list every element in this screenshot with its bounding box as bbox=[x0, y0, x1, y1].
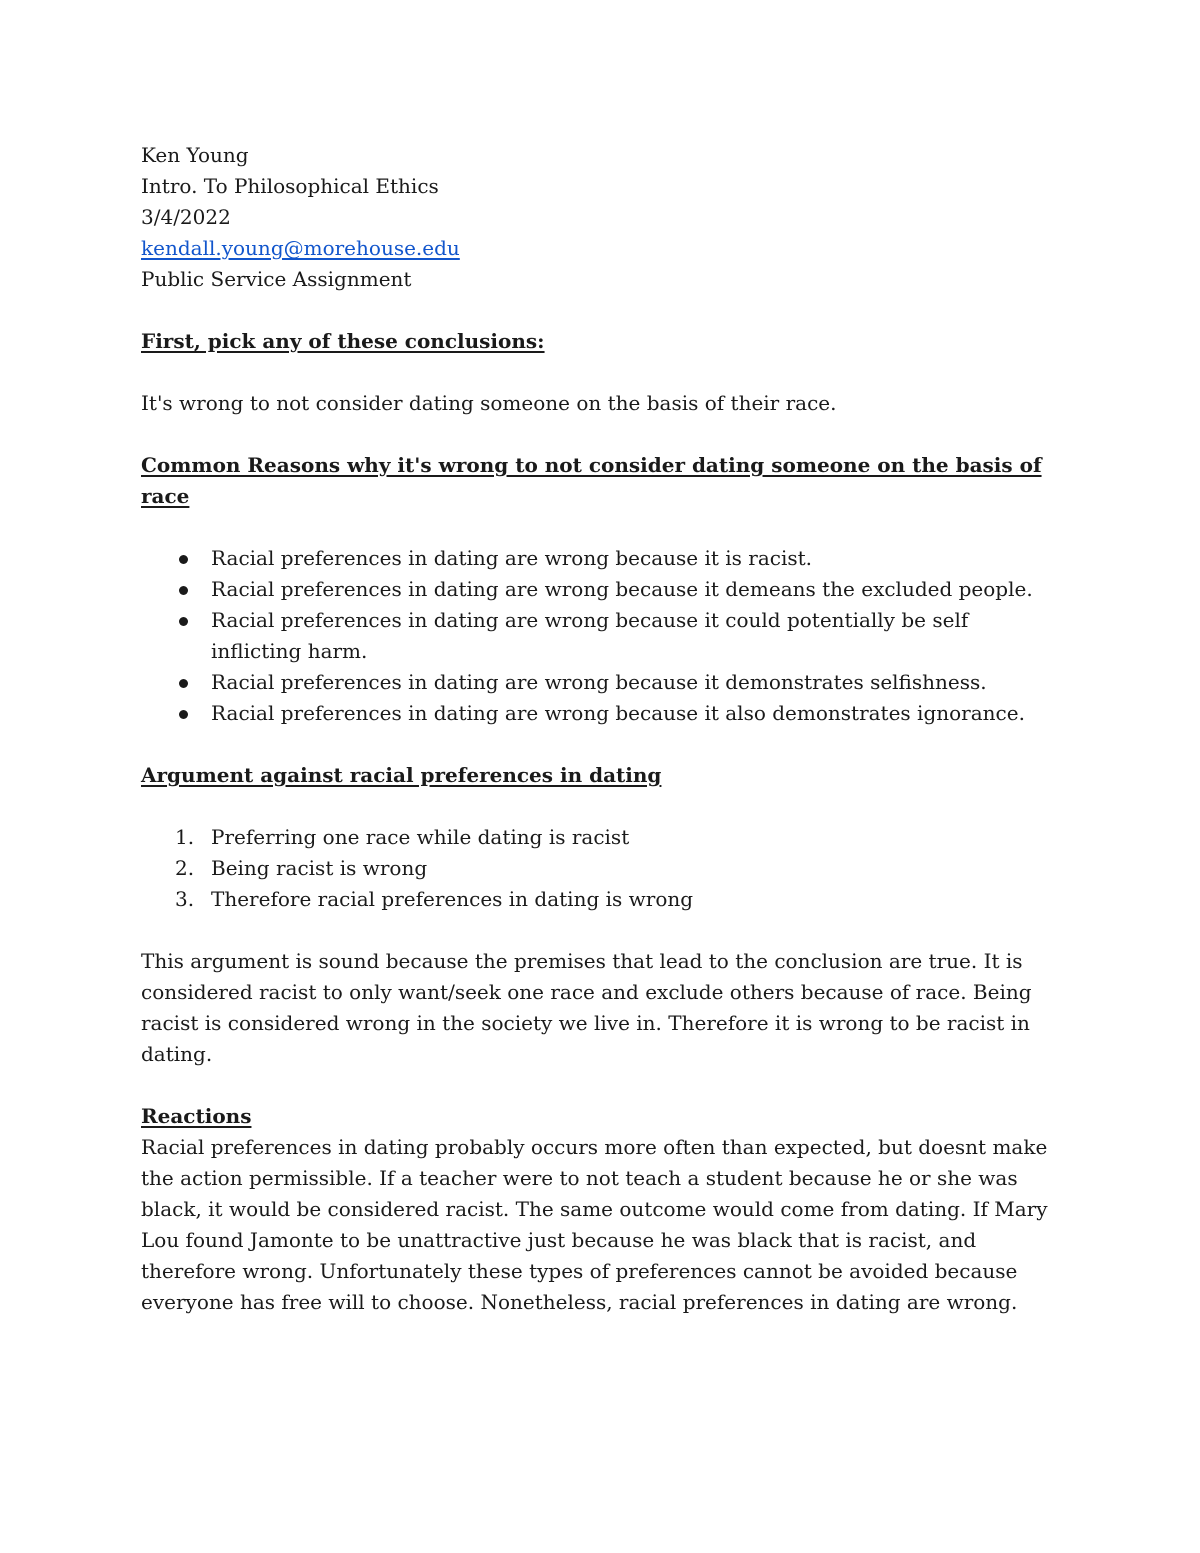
course-name: Intro. To Philosophical Ethics bbox=[141, 174, 439, 198]
conclusion-heading: First, pick any of these conclusions: bbox=[141, 329, 545, 353]
reactions-heading: Reactions bbox=[141, 1104, 252, 1128]
list-item bbox=[141, 884, 1061, 915]
bullet-icon bbox=[179, 710, 188, 719]
list-item-text: Racial preferences in dating are wrong because it is racist. bbox=[211, 546, 813, 570]
argument-heading: Argument against racial preferences in dating bbox=[141, 763, 662, 787]
list-item bbox=[141, 853, 1061, 884]
list-item bbox=[141, 605, 1061, 667]
assignment-title: Public Service Assignment bbox=[141, 267, 412, 291]
list-item bbox=[141, 543, 1061, 574]
document-page bbox=[141, 140, 1061, 1318]
argument-list bbox=[141, 822, 1061, 915]
reasons-heading: Common Reasons why it's wrong to not consider dating someone on the basis of race bbox=[141, 453, 1042, 508]
list-item-text: Racial preferences in dating are wrong because it also demonstrates ignorance. bbox=[211, 701, 1025, 725]
bullet-icon bbox=[179, 586, 188, 595]
list-item-text: Racial preferences in dating are wrong because it demonstrates selfishness. bbox=[211, 670, 987, 694]
list-item-text: Preferring one race while dating is racist bbox=[211, 825, 630, 849]
list-item-text: Racial preferences in dating are wrong because it demeans the excluded people. bbox=[211, 577, 1033, 601]
list-item bbox=[141, 667, 1061, 698]
list-item-text: Being racist is wrong bbox=[211, 856, 428, 880]
list-item-text: Therefore racial preferences in dating is wrong bbox=[211, 887, 694, 911]
bullet-icon bbox=[179, 617, 188, 626]
list-item bbox=[141, 698, 1061, 729]
list-item bbox=[141, 574, 1061, 605]
argument-explanation: This argument is sound because the premises that lead to the conclusion are true. It is considered racist to only want/seek one race and exclude others because of race. Being racist is considered wrong in the society we live in. Therefore it is wrong to be racist in dating. bbox=[141, 949, 1032, 1066]
list-item-text: Racial preferences in dating are wrong because it could potentially be self inflicting harm. bbox=[211, 608, 969, 663]
bullet-icon bbox=[179, 555, 188, 564]
bullet-icon bbox=[179, 679, 188, 688]
conclusion-text: It's wrong to not consider dating someone on the basis of their race. bbox=[141, 391, 837, 415]
author-name: Ken Young bbox=[141, 143, 249, 167]
list-number: 2. bbox=[175, 856, 195, 880]
list-number: 3. bbox=[175, 887, 195, 911]
email-link[interactable]: kendall.young@morehouse.edu bbox=[141, 236, 460, 260]
document-date: 3/4/2022 bbox=[141, 205, 231, 229]
list-number: 1. bbox=[175, 825, 195, 849]
reasons-list bbox=[141, 543, 1061, 729]
list-item bbox=[141, 822, 1061, 853]
reactions-text: Racial preferences in dating probably occurs more often than expected, but doesnt make the action permissible. If a teacher were to not teach a student because he or she was black, it would be considered racist. The same outcome would come from dating. If Mary Lou found Jamonte to be unattractive just because he was black that is racist, and therefore wrong. Unfortunately these types of preferences cannot be avoided because everyone has free will to choose. Nonetheless, racial preferences in dating are wrong. bbox=[141, 1135, 1048, 1314]
